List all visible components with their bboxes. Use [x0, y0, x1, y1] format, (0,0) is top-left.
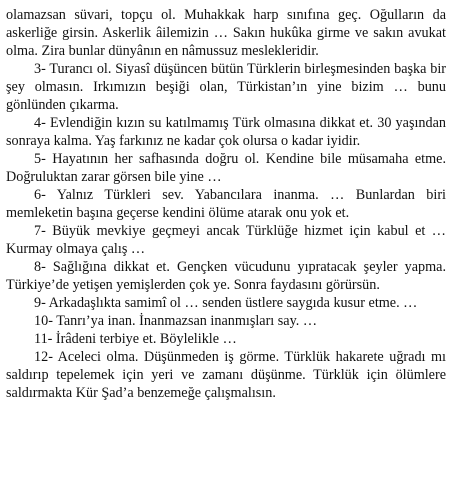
paragraph-rule-4: 4- Evlendiğin kızın su katılmamış Türk olmasına dikkat et. 30 yaşından sonraya kalma. Yaş farkınız ne kadar çok olursa o kadar iyidir. [6, 115, 446, 149]
paragraph-rule-8: 8- Sağlığına dikkat et. Gençken vücudunu yıpratacak şeyler yapma. Türkiye’de yetişen yemişlerden çok ye. Sonra faydasını görürsün. [6, 259, 446, 293]
paragraph-rule-5: 5- Hayatının her safhasında doğru ol. Kendine bile müsamaha etme. Doğruluktan zarar görsen bile yine … [6, 151, 446, 185]
paragraph-rule-10: 10- Tanrı’ya inan. İnanmazsan inanmışları say. … [34, 313, 318, 329]
paragraph-rule-7: 7- Büyük mevkiye geçmeyi ancak Türklüğe hizmet için kabul et … Kurmay olmaya çalış … [6, 223, 446, 257]
paragraph-1: olamazsan süvari, topçu ol. Muhakkak harp sınıfına geç. Oğulların da askerliğe girsin. Askerlik âilemizin … Sakın hukûka girme ve sakın avukat olma. Zira bunlar dünyânın en nâmussuz meslekleridir. [6, 7, 446, 59]
paragraph-rule-11: 11- İrâdeni terbiye et. Böylelikle … [34, 331, 237, 347]
paragraph-rule-12: 12- Aceleci olma. Düşünmeden iş görme. Türklük hakarete uğradı mı saldırıp tepelemek için yeri ve zamanı düşünme. Türklük için ölümlere saldırmakta Kür Şad’a benzemeğe çalışmalısın. [6, 349, 446, 401]
document-text [6, 6, 446, 402]
paragraph-rule-3: 3- Turancı ol. Siyasî düşüncen bütün Türklerin birleşmesinden başka bir şey olmasın. Irkımızın beşiği olan, Türkistan’ın yine bizim … bunu gönlünden çıkarma. [6, 61, 446, 113]
paragraph-rule-6: 6- Yalnız Türkleri sev. Yabancılara inanma. … Bunlardan biri memleketin başına geçerse kendini ölüme atarak onu yok et. [6, 187, 446, 221]
paragraph-rule-9: 9- Arkadaşlıkta samimî ol … senden üstlere saygıda kusur etme. … [34, 295, 418, 311]
